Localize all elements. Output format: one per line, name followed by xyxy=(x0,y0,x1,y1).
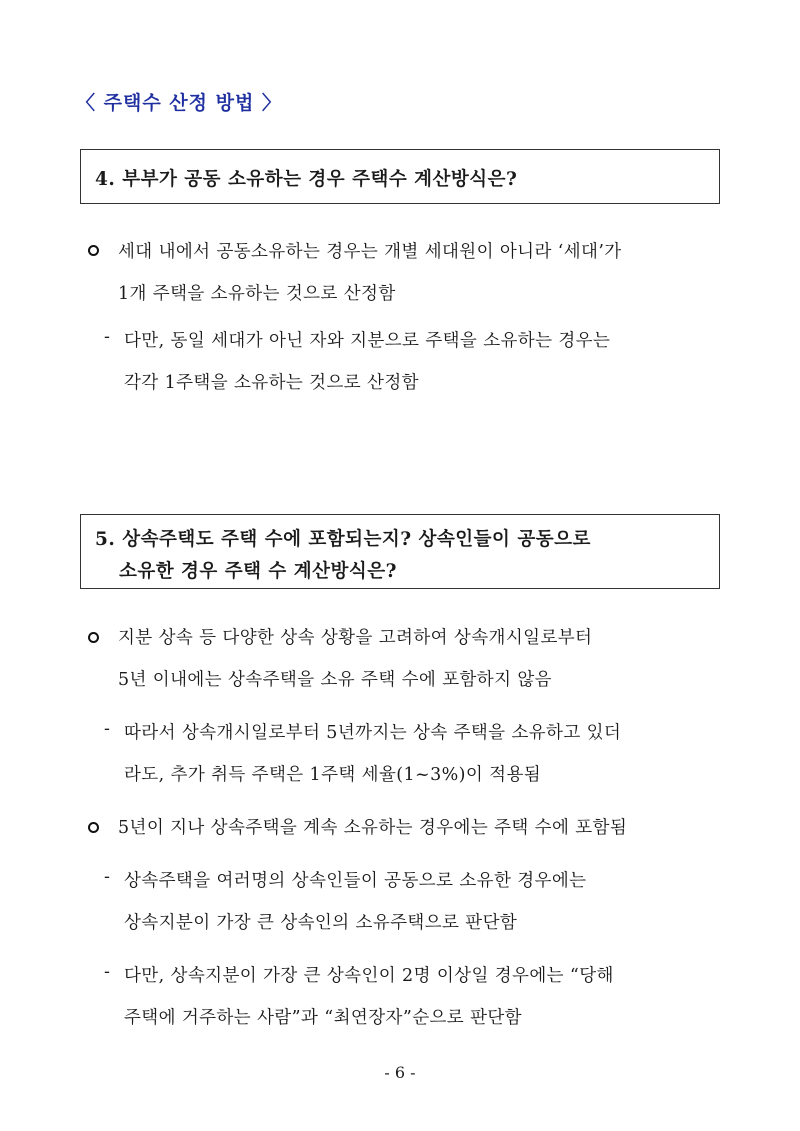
dash-marker: - xyxy=(104,962,110,982)
q4-sub1-line1: 다만, 동일 세대가 아닌 자와 지분으로 주택을 소유하는 경우는 xyxy=(124,331,611,351)
dash-marker: - xyxy=(104,867,110,887)
bullet-circle-icon xyxy=(88,632,99,643)
q5-sub1-line2: 라도, 추가 취득 주택은 1주택 세율(1~3%)이 적용됨 xyxy=(124,765,542,785)
question-4-title: 4. 부부가 공동 소유하는 경우 주택수 계산방식은? xyxy=(95,169,518,190)
q4-bullet1-line1: 세대 내에서 공동소유하는 경우는 개별 세대원이 아니라 ‘세대’가 xyxy=(118,242,622,262)
bullet-circle-icon xyxy=(88,245,99,256)
section-title: 〈 주택수 산정 방법 〉 xyxy=(76,92,282,114)
q5-bullet1-line2: 5년 이내에는 상속주택을 소유 주택 수에 포함하지 않음 xyxy=(118,670,552,690)
question-box-4 xyxy=(80,149,720,204)
question-box-5 xyxy=(80,514,720,589)
q5-sub3-line2: 주택에 거주하는 사람”과 “최연장자”순으로 판단함 xyxy=(124,1008,522,1028)
question-5-title-line1: 5. 상속주택도 주택 수에 포함되는지? 상속인들이 공동으로 xyxy=(95,529,591,550)
q5-sub2-line2: 상속지분이 가장 큰 상속인의 소유주택으로 판단함 xyxy=(124,913,518,933)
page-number: - 6 - xyxy=(384,1063,416,1082)
dash-marker: - xyxy=(104,327,110,347)
bullet-circle-icon xyxy=(88,822,99,833)
q4-sub1-line2: 각각 1주택을 소유하는 것으로 산정함 xyxy=(124,373,419,393)
q5-bullet2-line1: 5년이 지나 상속주택을 계속 소유하는 경우에는 주택 수에 포함됨 xyxy=(118,818,628,838)
question-5-title-line2: 소유한 경우 주택 수 계산방식은? xyxy=(119,561,397,582)
q5-bullet1-line1: 지분 상속 등 다양한 상속 상황을 고려하여 상속개시일로부터 xyxy=(118,628,593,648)
q5-sub1-line1: 따라서 상속개시일로부터 5년까지는 상속 주택을 소유하고 있더 xyxy=(124,723,622,743)
dash-marker: - xyxy=(104,719,110,739)
q5-sub2-line1: 상속주택을 여러명의 상속인들이 공동으로 소유한 경우에는 xyxy=(124,871,587,891)
q4-bullet1-line2: 1개 주택을 소유하는 것으로 산정함 xyxy=(118,284,396,304)
q5-sub3-line1: 다만, 상속지분이 가장 큰 상속인이 2명 이상일 경우에는 “당해 xyxy=(124,966,614,986)
